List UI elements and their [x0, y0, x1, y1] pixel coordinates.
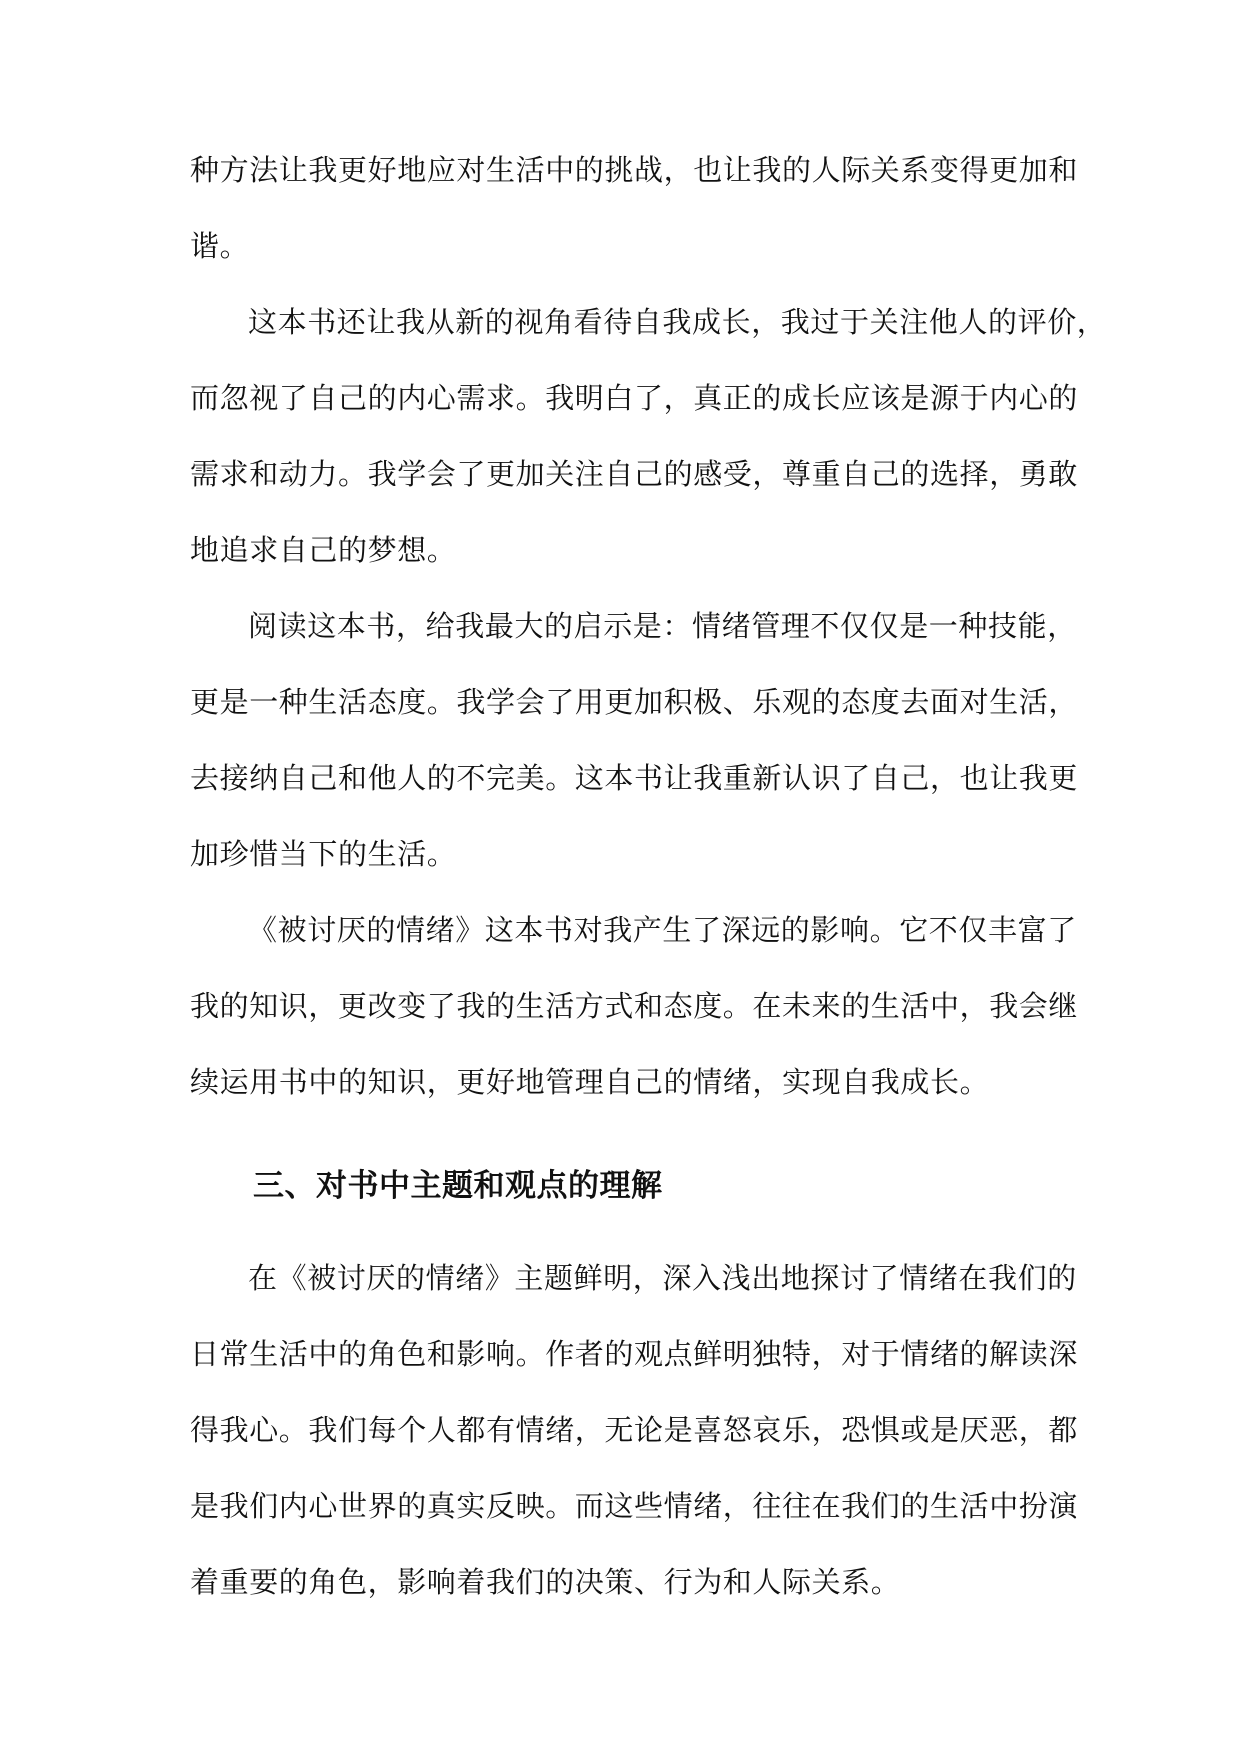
paragraph-1-line-2: 谐。 — [190, 229, 250, 263]
section-heading: 三、对书中主题和观点的理解 — [253, 1168, 663, 1204]
paragraph-3-line-3: 去接纳自己和他人的不完美。这本书让我重新认识了自己，也让我更 — [190, 761, 1079, 795]
section-paragraph-line-2: 日常生活中的角色和影响。作者的观点鲜明独特，对于情绪的解读深 — [190, 1337, 1079, 1371]
paragraph-2-line-1: 这本书还让我从新的视角看待自我成长，我过于关注他人的评价， — [248, 305, 1107, 339]
paragraph-2-line-4: 地追求自己的梦想。 — [190, 533, 457, 567]
section-paragraph-line-3: 得我心。我们每个人都有情绪，无论是喜怒哀乐，恐惧或是厌恶，都 — [190, 1413, 1079, 1447]
section-paragraph-line-4: 是我们内心世界的真实反映。而这些情绪，往往在我们的生活中扮演 — [190, 1489, 1079, 1523]
paragraph-3-line-1: 阅读这本书，给我最大的启示是：情绪管理不仅仅是一种技能， — [248, 609, 1077, 643]
paragraph-2-line-2: 而忽视了自己的内心需求。我明白了，真正的成长应该是源于内心的 — [190, 381, 1079, 415]
paragraph-3-line-4: 加珍惜当下的生活。 — [190, 837, 457, 871]
paragraph-4-line-1: 《被讨厌的情绪》这本书对我产生了深远的影响。它不仅丰富了 — [248, 913, 1077, 947]
paragraph-4-line-3: 续运用书中的知识，更好地管理自己的情绪，实现自我成长。 — [190, 1065, 990, 1099]
paragraph-4-line-2: 我的知识，更改变了我的生活方式和态度。在未来的生活中，我会继 — [190, 989, 1079, 1023]
section-paragraph-line-5: 着重要的角色，影响着我们的决策、行为和人际关系。 — [190, 1565, 901, 1599]
paragraph-3-line-2: 更是一种生活态度。我学会了用更加积极、乐观的态度去面对生活， — [190, 685, 1079, 719]
paragraph-2-line-3: 需求和动力。我学会了更加关注自己的感受，尊重自己的选择，勇敢 — [190, 457, 1079, 491]
paragraph-1-line-1: 种方法让我更好地应对生活中的挑战，也让我的人际关系变得更加和 — [190, 153, 1079, 187]
section-paragraph-line-1: 在《被讨厌的情绪》主题鲜明，深入浅出地探讨了情绪在我们的 — [248, 1261, 1077, 1295]
